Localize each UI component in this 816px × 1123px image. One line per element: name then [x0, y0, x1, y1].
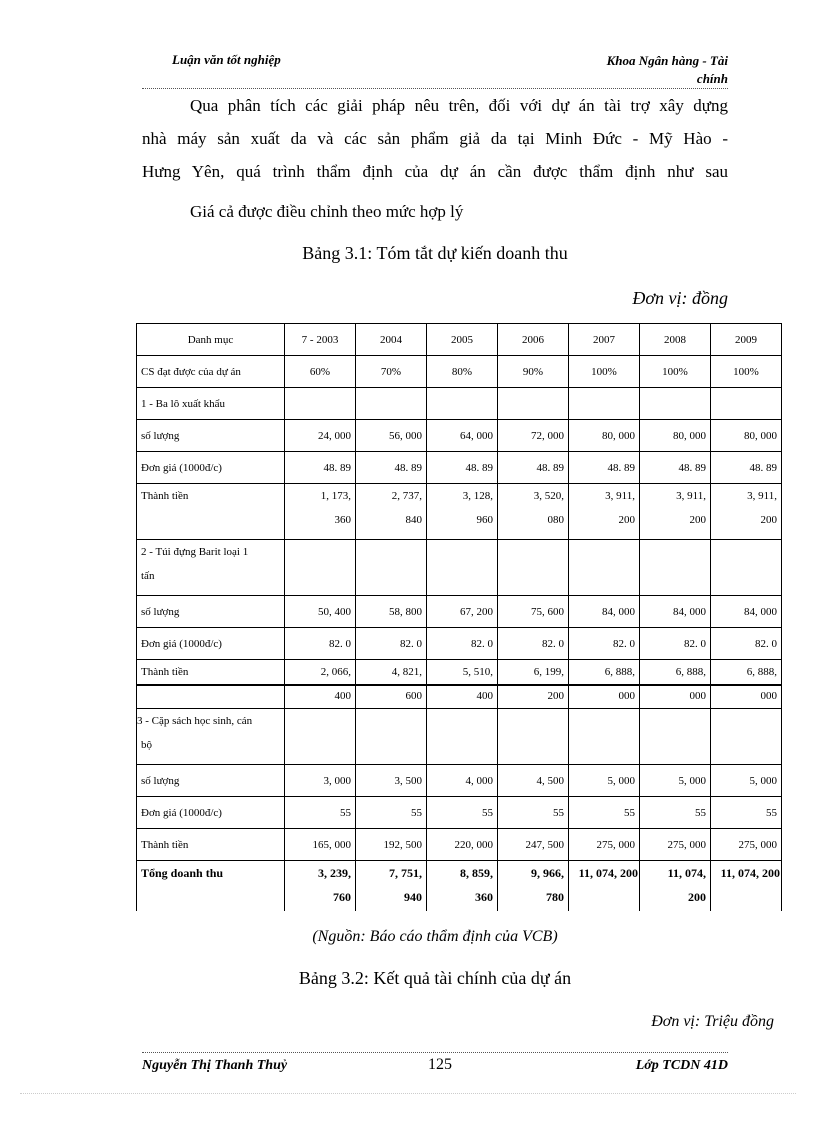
table-cell: số lượng — [137, 765, 285, 797]
table-cell — [427, 861, 498, 912]
table-row-section-title — [137, 388, 782, 420]
table-cell: 247, 500 — [498, 829, 569, 861]
table-cell: 24, 000 — [285, 420, 356, 452]
table-cell: 3, 500 — [356, 765, 427, 797]
table-cell: 84, 000 — [640, 596, 711, 628]
table-cell: 5, 510, — [427, 660, 498, 686]
table-cell: 58, 800 — [356, 596, 427, 628]
table-cell: 82. 0 — [498, 628, 569, 660]
paragraph-line-1: Qua phân tích các giải pháp nêu trên, đối với dự án tài trợ xây dựng — [190, 96, 728, 115]
cell-text: 1, 173, — [320, 490, 351, 502]
cell-text: tấn — [141, 570, 155, 582]
cell-text: 2, 737, — [391, 490, 422, 502]
table-cell: 82. 0 — [640, 628, 711, 660]
paragraph-line-4: Giá cả được điều chỉnh theo mức hợp lý — [190, 202, 464, 221]
footer-rule — [142, 1052, 728, 1053]
table-cell — [137, 685, 285, 709]
table-cell: 4, 821, — [356, 660, 427, 686]
header-rule — [142, 88, 728, 89]
table-cell: 82. 0 — [356, 628, 427, 660]
table-cell: 5, 000 — [569, 765, 640, 797]
table-cell: 400 — [427, 685, 498, 709]
table-cell: 275, 000 — [711, 829, 782, 861]
table-cell: 100% — [569, 356, 640, 388]
table-row-quantity — [137, 420, 782, 452]
table-cell — [498, 484, 569, 540]
table-cell — [137, 484, 285, 540]
table-cell: 6, 888, — [640, 660, 711, 686]
cell-text: 9, 966, — [531, 866, 564, 880]
table-cell: 75, 600 — [498, 596, 569, 628]
table-cell: 48. 89 — [640, 452, 711, 484]
table-cell: 2, 066, — [285, 660, 356, 686]
table-cell: 200 — [498, 685, 569, 709]
table-cell: 48. 89 — [427, 452, 498, 484]
table1-source: (Nguồn: Báo cáo thẩm định của VCB) — [312, 928, 558, 945]
table-row-quantity — [137, 596, 782, 628]
table-cell — [356, 861, 427, 912]
table-cell: 55 — [356, 797, 427, 829]
table-header-cell: 2004 — [356, 324, 427, 356]
table-header-cell: 2008 — [640, 324, 711, 356]
table-cell: 6, 888, — [569, 660, 640, 686]
cell-text: 3, 911, — [605, 490, 635, 502]
cell-text: 840 — [405, 514, 422, 526]
cell-text: 8, 859, — [460, 866, 493, 880]
table-header-row — [137, 324, 782, 356]
table-cell: 50, 400 — [285, 596, 356, 628]
table-row-amount — [137, 829, 782, 861]
table-header-cell: 2009 — [711, 324, 782, 356]
table-row-price — [137, 628, 782, 660]
table-cell: 55 — [498, 797, 569, 829]
cell-text: 3, 911, — [747, 490, 777, 502]
cell-text: 200 — [689, 514, 706, 526]
cell-text: 080 — [547, 514, 564, 526]
cell-text: bộ — [141, 739, 152, 751]
table-cell — [711, 861, 782, 912]
header-left: Luận văn tốt nghiệp — [172, 52, 281, 67]
table-cell — [137, 709, 285, 765]
table-cell: 000 — [569, 685, 640, 709]
cell-text: Thành tiền — [141, 490, 189, 502]
table-cell: 72, 000 — [498, 420, 569, 452]
table-header-cell: 2005 — [427, 324, 498, 356]
table-cell — [137, 540, 285, 596]
cell-text: 11, 074, — [667, 866, 706, 880]
table-row-section-title — [137, 540, 782, 596]
table-cell: 48. 89 — [356, 452, 427, 484]
table-cell: 000 — [711, 685, 782, 709]
table-cell — [285, 861, 356, 912]
table-cell: 48. 89 — [711, 452, 782, 484]
table-cell — [640, 861, 711, 912]
cell-text: 7, 751, — [389, 866, 422, 880]
table-cell: số lượng — [137, 420, 285, 452]
cell-text: 360 — [334, 514, 351, 526]
table-row-section-title — [137, 709, 782, 765]
table-cell: 100% — [640, 356, 711, 388]
table-cell: Đơn giá (1000đ/c) — [137, 452, 285, 484]
table-cell: 55 — [427, 797, 498, 829]
table-cell: 4, 000 — [427, 765, 498, 797]
revenue-table — [136, 323, 782, 911]
cell-text: 3 - Cặp sách học sinh, cán — [137, 715, 253, 727]
table-row-quantity — [137, 765, 782, 797]
table-cell — [569, 861, 640, 912]
table-cell: 55 — [640, 797, 711, 829]
table-cell — [569, 484, 640, 540]
table-cell: 80, 000 — [640, 420, 711, 452]
cell-text: 2 - Túi đựng Barit loại 1 — [141, 546, 249, 558]
table-cell: 64, 000 — [427, 420, 498, 452]
cell-text: 3, 239, — [318, 866, 351, 880]
table-cell: 55 — [569, 797, 640, 829]
table-header-cell: 7 - 2003 — [285, 324, 356, 356]
table-header-cell: 2006 — [498, 324, 569, 356]
table-cell: 60% — [285, 356, 356, 388]
cell-text: 960 — [476, 514, 493, 526]
table-cell: 4, 500 — [498, 765, 569, 797]
cell-text: 3, 128, — [462, 490, 493, 502]
table-row-price — [137, 797, 782, 829]
paragraph-line-2: nhà máy sản xuất da và các sản phẩm giả da tại Minh Đức - Mỹ Hào - — [142, 129, 728, 148]
table-cell: Tổng doanh thu — [137, 861, 285, 912]
page-number: 125 — [428, 1056, 452, 1073]
footer-class: Lớp TCDN 41D — [635, 1058, 728, 1073]
table-cell: 80, 000 — [569, 420, 640, 452]
cell-text: 3, 520, — [533, 490, 564, 502]
cell-text: 11, 074, 200 — [720, 866, 780, 880]
cell-text: 780 — [546, 890, 564, 904]
table-cell: 82. 0 — [427, 628, 498, 660]
table2-unit: Đơn vị: Triệu đồng — [651, 1013, 774, 1030]
table-cell: 56, 000 — [356, 420, 427, 452]
table-cell: 84, 000 — [711, 596, 782, 628]
table-cell: 48. 89 — [569, 452, 640, 484]
table-cell — [356, 484, 427, 540]
cell-text: 200 — [760, 514, 777, 526]
table2-caption: Bảng 3.2: Kết quả tài chính của dự án — [298, 968, 572, 988]
table-header-cell: Danh mục — [137, 324, 285, 356]
table-cell: 55 — [285, 797, 356, 829]
table-cell — [640, 484, 711, 540]
table-row-amount — [137, 660, 782, 686]
table-cell: 48. 89 — [498, 452, 569, 484]
page-bottom-rule — [20, 1093, 796, 1094]
cell-text: 11, 074, 200 — [578, 866, 638, 880]
table-cell: Đơn giá (1000đ/c) — [137, 797, 285, 829]
table-cell: 6, 199, — [498, 660, 569, 686]
cell-text: 200 — [688, 890, 706, 904]
table-cell: 5, 000 — [640, 765, 711, 797]
cell-text: 940 — [404, 890, 422, 904]
table-cell: CS đạt được của dự án — [137, 356, 285, 388]
table-cell: 55 — [711, 797, 782, 829]
table-cell: Thành tiền — [137, 660, 285, 686]
header-right-line1: Khoa Ngân hàng - Tài — [606, 53, 728, 68]
cell-text: 3, 911, — [676, 490, 706, 502]
cell-text: 760 — [333, 890, 351, 904]
table-cell: 84, 000 — [569, 596, 640, 628]
table-cell: 82. 0 — [569, 628, 640, 660]
table-cell: 67, 200 — [427, 596, 498, 628]
table-cell: Thành tiền — [137, 829, 285, 861]
table-row-capacity — [137, 356, 782, 388]
table-cell: 400 — [285, 685, 356, 709]
table-cell: 1 - Ba lô xuất khẩu — [137, 388, 285, 420]
footer-author: Nguyễn Thị Thanh Thuỷ — [142, 1058, 288, 1073]
table-cell: 80, 000 — [711, 420, 782, 452]
table-cell: Đơn giá (1000đ/c) — [137, 628, 285, 660]
table-cell — [427, 484, 498, 540]
table-cell: số lượng — [137, 596, 285, 628]
table-cell: 82. 0 — [711, 628, 782, 660]
table-cell: 000 — [640, 685, 711, 709]
cell-text: 360 — [475, 890, 493, 904]
cell-text: 200 — [618, 514, 635, 526]
table-cell: 70% — [356, 356, 427, 388]
table1-caption: Bảng 3.1: Tóm tắt dự kiến doanh thu — [302, 243, 568, 263]
header-right-line2: chính — [696, 71, 728, 86]
paragraph-line-3: Hưng Yên, quá trình thẩm định của dự án cần được thẩm định như sau — [142, 162, 728, 181]
table1-unit: Đơn vị: đồng — [632, 288, 728, 308]
table-row-amount — [137, 484, 782, 540]
table-cell: 80% — [427, 356, 498, 388]
table-cell: 3, 000 — [285, 765, 356, 797]
table-cell: 90% — [498, 356, 569, 388]
table-cell: 275, 000 — [569, 829, 640, 861]
table-cell: 6, 888, — [711, 660, 782, 686]
table-cell — [285, 484, 356, 540]
table-cell: 275, 000 — [640, 829, 711, 861]
table-row-total — [137, 861, 782, 912]
table-cell: 600 — [356, 685, 427, 709]
table-cell: 165, 000 — [285, 829, 356, 861]
table-row-amount-continued — [137, 685, 782, 709]
table-row-price — [137, 452, 782, 484]
table-cell: 48. 89 — [285, 452, 356, 484]
table-cell: 220, 000 — [427, 829, 498, 861]
table-cell: 5, 000 — [711, 765, 782, 797]
table-cell: 100% — [711, 356, 782, 388]
table-cell — [711, 484, 782, 540]
table-cell: 82. 0 — [285, 628, 356, 660]
table-header-cell: 2007 — [569, 324, 640, 356]
table-cell: 192, 500 — [356, 829, 427, 861]
header-right — [560, 52, 728, 88]
table-cell — [498, 861, 569, 912]
